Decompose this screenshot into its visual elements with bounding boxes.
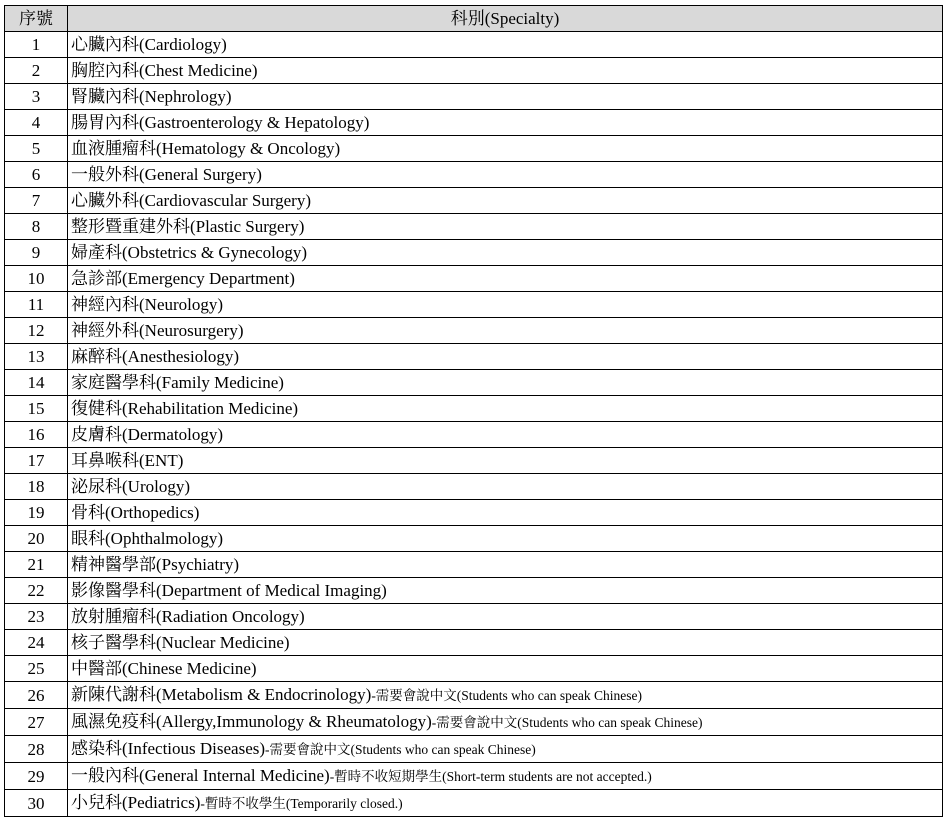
table-row [5,630,943,656]
row-specialty-cell [68,552,943,578]
header-row [5,6,943,32]
row-specialty-cell [68,604,943,630]
specialty-name: 泌尿科(Urology) [71,477,190,496]
table-row [5,526,943,552]
specialty-name: 骨科(Orthopedics) [71,503,200,522]
row-specialty-cell [68,318,943,344]
row-number: 26 [5,682,68,709]
specialty-note: -需要會說中文(Students who can speak Chinese) [371,688,643,703]
table-row [5,136,943,162]
row-number: 8 [5,214,68,240]
row-specialty-cell [68,266,943,292]
table-row [5,344,943,370]
row-number: 23 [5,604,68,630]
specialty-name: 放射腫瘤科(Radiation Oncology) [71,607,305,626]
row-specialty-cell [68,763,943,790]
row-number: 18 [5,474,68,500]
row-number: 3 [5,84,68,110]
row-number: 4 [5,110,68,136]
specialty-name: 皮膚科(Dermatology) [71,425,224,444]
row-specialty-cell [68,162,943,188]
row-number: 15 [5,396,68,422]
specialty-name: 腎臟內科(Nephrology) [71,87,232,106]
specialty-note: -暫時不收學生(Temporarily closed.) [200,796,403,811]
table-row [5,188,943,214]
row-specialty-cell [68,448,943,474]
table-row [5,448,943,474]
table-row [5,84,943,110]
row-number: 28 [5,736,68,763]
row-number: 7 [5,188,68,214]
table-row [5,474,943,500]
specialty-name: 血液腫瘤科(Hematology & Oncology) [71,139,341,158]
table-row [5,32,943,58]
specialty-name: 耳鼻喉科(ENT) [71,451,184,470]
specialty-name: 一般內科(General Internal Medicine) [71,766,330,785]
table-row [5,162,943,188]
specialty-name: 家庭醫學科(Family Medicine) [71,373,284,392]
specialty-name: 小兒科(Pediatrics) [71,793,201,812]
row-specialty-cell [68,240,943,266]
row-specialty-cell [68,500,943,526]
row-specialty-cell [68,578,943,604]
table-row [5,790,943,817]
table-row [5,604,943,630]
specialty-name: 麻醉科(Anesthesiology) [71,347,240,366]
row-number: 17 [5,448,68,474]
row-number: 10 [5,266,68,292]
row-specialty-cell [68,292,943,318]
row-number: 9 [5,240,68,266]
row-specialty-cell [68,110,943,136]
table-row [5,370,943,396]
row-specialty-cell [68,214,943,240]
row-specialty-cell [68,32,943,58]
table-row [5,266,943,292]
specialty-name: 復健科(Rehabilitation Medicine) [71,399,299,418]
specialty-note: -需要會說中文(Students who can speak Chinese) [431,715,703,730]
specialty-name: 感染科(Infectious Diseases) [71,739,266,758]
header-specialty: 科別(Specialty) [68,6,943,32]
row-specialty-cell [68,344,943,370]
row-specialty-cell [68,474,943,500]
row-number: 19 [5,500,68,526]
row-number: 16 [5,422,68,448]
table-row [5,736,943,763]
table-row [5,318,943,344]
header-number: 序號 [5,6,68,32]
table-row [5,214,943,240]
specialty-name: 風濕免疫科(Allergy,Immunology & Rheumatology) [71,712,432,731]
row-specialty-cell [68,682,943,709]
row-number: 12 [5,318,68,344]
specialty-name: 腸胃內科(Gastroenterology & Hepatology) [71,113,370,132]
row-number: 30 [5,790,68,817]
specialty-name: 神經外科(Neurosurgery) [71,321,244,340]
row-specialty-cell [68,736,943,763]
row-number: 5 [5,136,68,162]
specialty-note: -暫時不收短期學生(Short-term students are not accepted.) [329,769,652,784]
row-number: 27 [5,709,68,736]
row-number: 24 [5,630,68,656]
row-number: 1 [5,32,68,58]
table-row [5,58,943,84]
specialty-name: 心臟內科(Cardiology) [71,35,227,54]
row-number: 11 [5,292,68,318]
row-specialty-cell [68,709,943,736]
row-specialty-cell [68,656,943,682]
row-number: 14 [5,370,68,396]
row-number: 22 [5,578,68,604]
row-number: 13 [5,344,68,370]
row-specialty-cell [68,396,943,422]
table-row [5,552,943,578]
row-specialty-cell [68,526,943,552]
specialty-name: 婦產科(Obstetrics & Gynecology) [71,243,308,262]
row-number: 21 [5,552,68,578]
specialty-table [4,5,943,817]
table-body [5,32,943,817]
row-specialty-cell [68,370,943,396]
row-specialty-cell [68,58,943,84]
table-row [5,682,943,709]
specialty-name: 心臟外科(Cardiovascular Surgery) [71,191,311,210]
row-specialty-cell [68,84,943,110]
row-specialty-cell [68,422,943,448]
specialty-name: 精神醫學部(Psychiatry) [71,555,240,574]
table-row [5,709,943,736]
table-row [5,110,943,136]
specialty-name: 核子醫學科(Nuclear Medicine) [71,633,290,652]
specialty-name: 一般外科(General Surgery) [71,165,262,184]
row-specialty-cell [68,790,943,817]
specialty-name: 中醫部(Chinese Medicine) [71,659,257,678]
specialty-name: 影像醫學科(Department of Medical Imaging) [71,581,387,600]
specialty-name: 整形暨重建外科(Plastic Surgery) [71,217,305,236]
table-row [5,292,943,318]
specialty-note: -需要會說中文(Students who can speak Chinese) [265,742,536,757]
row-number: 6 [5,162,68,188]
row-number: 29 [5,763,68,790]
specialty-name: 神經內科(Neurology) [71,295,224,314]
specialty-name: 胸腔內科(Chest Medicine) [71,61,258,80]
table-row [5,578,943,604]
specialty-name: 新陳代謝科(Metabolism & Endocrinology) [71,685,372,704]
table-row [5,396,943,422]
table-row [5,763,943,790]
row-specialty-cell [68,630,943,656]
row-number: 20 [5,526,68,552]
row-number: 25 [5,656,68,682]
row-specialty-cell [68,136,943,162]
row-specialty-cell [68,188,943,214]
specialty-name: 急診部(Emergency Department) [71,269,295,288]
table-row [5,422,943,448]
table-row [5,656,943,682]
table-row [5,240,943,266]
table-row [5,500,943,526]
specialty-name: 眼科(Ophthalmology) [71,529,224,548]
row-number: 2 [5,58,68,84]
